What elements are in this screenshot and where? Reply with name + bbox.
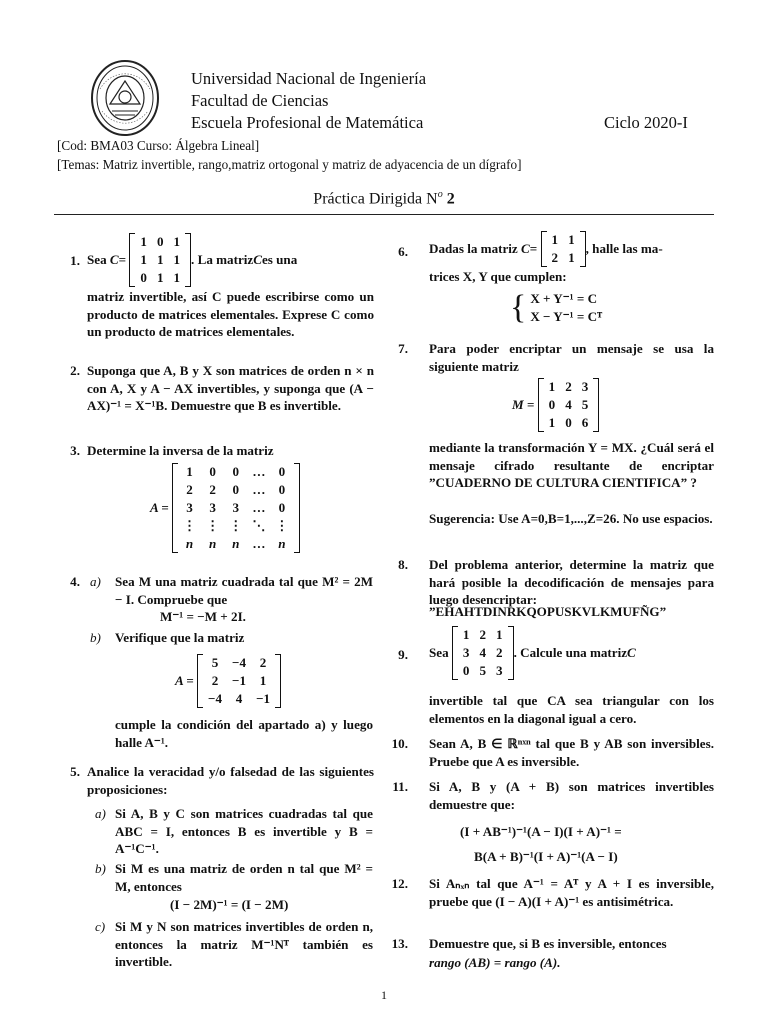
matrix-cell: 1 [156,252,164,267]
matrix-cell: ⋱ [252,518,266,533]
matrix-cell: 1 [568,232,575,247]
matrix-cell: ⋮ [206,518,220,533]
matrix-a-lower-triangular [172,463,299,553]
matrix-cell: 0 [278,500,286,515]
matrix-cell: 2 [496,645,503,660]
matrix-cell: 1 [140,234,147,249]
school-name: Escuela Profesional de Matemática [191,113,424,132]
matrix-cell: 1 [496,627,503,642]
matrix-cell: n [232,536,240,551]
matrix-cell: … [252,536,266,551]
matrix-cell: −4 [232,655,247,670]
matrix-cell: 1 [259,673,267,688]
matrix-m [538,378,600,432]
matrix-cell: 2 [259,655,267,670]
matrix-cell: 1 [551,232,559,247]
matrix-a-3x3 [197,654,281,708]
matrix-cell: 1 [173,270,181,285]
matrix-cell: ⋮ [275,518,289,533]
page-number: 1 [381,988,387,1002]
matrix-c [129,233,191,287]
matrix-cell: 1 [173,234,181,249]
matrix-cell: … [252,482,266,497]
course-info: [Cod: BMA03 Curso: Álgebra Lineal] [57,138,260,153]
matrix-cell: 1 [156,270,164,285]
matrix-cell: −1 [232,673,247,688]
matrix-cell: 1 [548,415,556,430]
matrix-cell: −1 [256,691,271,706]
matrix-cell: ⋮ [229,518,243,533]
matrix-cell: 0 [140,270,147,285]
matrix-cell: 2 [209,482,216,497]
matrix-cell: 3 [581,379,589,394]
matrix-c-2x2 [541,231,586,267]
matrix-cell: 4 [235,691,243,706]
matrix-cell: 4 [565,397,572,412]
matrix-cell: … [252,500,266,515]
matrix-cell: 1 [186,464,193,479]
matrix-cell: 0 [209,464,216,479]
matrix-cell: 3 [462,645,470,660]
matrix-cell: 1 [568,250,575,265]
matrix-cell: n [209,536,217,551]
matrix-cell: 2 [186,482,193,497]
topics-info: [Temas: Matriz invertible, rango,matriz ortogonal y matriz de adyacencia de un dígrafo] [57,157,522,172]
page-title: Práctica Dirigida $N^o$ 2 [313,189,455,208]
matrix-cell: n [185,536,194,551]
left-column: 1. Sea C = 1 0 1 1 1 1 0 1 1 . La matriz C es una matriz invertible, así C puede escribirse como un producto de matrices elementales. Exprese C como un producto de matrices elementales. 2. Suponga que A, B y X son matrices de orden n × n con A, X y A − AX invertibles, y suponga que (A − AX)⁻¹ = X⁻¹B. Demuestre que B es invertible. 3. Determine la inversa de la matriz A = 1 0 0 … 0 2 2 0 … 0 3 3 3 … 0 ⋮ ⋮ ⋮ ⋱ ⋮ n n n … n 4. a) Sea M una matriz cuadrada tal que M² = 2M − I. Compruebe que M⁻¹ = −M + 2I. b) Verifique que la matriz A = 5 −4 2 2 −1 1 −4 4 −1 cumple la condición del apartado a) y luego halle A⁻¹. 5. Analice la veracidad y/o falsedad de las siguientes proposiciones: a) Si A, B y C son matrices cuadradas tal que ABC = I, entonces B es invertible y B = A⁻¹C⁻¹. b) Si M es una matriz de orden n tal que M² = M, entonces (I − 2M)⁻¹ = (I − 2M) c) Si M y N son matrices invertibles de orden n, entonces la matriz M⁻¹Nᵀ también es invertible. [70,234,374,970]
matrix-cell: 0 [548,397,556,412]
matrix-cell: 0 [156,234,164,249]
matrix-cell: ⋮ [183,518,197,533]
matrix-cell: 0 [232,482,240,497]
matrix-cell: 1 [548,379,556,394]
matrix-cell: 0 [278,464,286,479]
matrix-cell: 3 [232,500,240,515]
matrix-cell: 0 [232,464,240,479]
matrix-cell: 3 [186,500,193,515]
matrix-cell: n [278,536,286,551]
matrix-cell: … [252,464,266,479]
matrix-a-problem-9 [452,626,514,680]
equation-system: { X + Y⁻¹ = C X − Y⁻¹ = Cᵀ [510,289,603,326]
matrix-cell: 2 [211,673,219,688]
matrix-cell: 1 [140,252,147,267]
matrix-cell: 5 [479,663,487,678]
university-name: Universidad Nacional de Ingeniería [191,69,427,88]
right-column: 6. Dadas la matriz C = 1 1 2 1 , halle las ma- trices X, Y que cumplen: { X + Y⁻¹ = C X − Y⁻¹ = Cᵀ 7. Para poder encriptar un mensaje se usa la siguiente matriz M = 1 2 3 0 4 5 1 0 6 mediante la transformación Y = MX. ¿Cuál será el mensaje cifrado resultante de encriptar ”CUADERNO DE CULTURA CIENTIFICA” ? Sugerencia: Use A=0,B=1,...,Z=26. No use espacios. 8. Del problema anterior, determine la matriz que hará posible la decodificación de mensajes para luego desencriptar: ”EHAHTDINRKQOPUSKVLKMUFÑG” 9. Sea 1 2 1 3 4 2 0 5 3 . Calcule una matriz C invertible tal que CA sea triangular con los elementos en la diagonal igual a cero. 10. Sean A, B ∈ ℝⁿˣⁿ tal que B y AB son inversibles. Pruebe que A es inversible. 11. Si A, B y (A + B) son matrices invertibles demuestre que: (I + AB⁻¹)⁻¹(A − I)(I + A)⁻¹ = B(A + B)⁻¹(I + A)⁻¹(A − I) 12. Si Aₙₓₙ tal que A⁻¹ = Aᵀ y A + I es inversible, pruebe que (I − A)(I + A)⁻¹ es antisimétrica. 13. Demuestre que, si B es inversible, entonces rango (AB) = rango (A). [391,232,714,970]
matrix-cell: 6 [581,415,589,430]
matrix-cell: 4 [479,645,487,660]
matrix-cell: 5 [581,397,589,412]
encrypted-message: ”EHAHTDINRKQOPUSKVLKMUFÑG” [429,604,667,619]
matrix-cell: 2 [565,379,572,394]
matrix-cell: 0 [565,415,572,430]
matrix-cell: 3 [209,500,216,515]
matrix-cell: 1 [173,252,181,267]
matrix-cell: 2 [551,250,559,265]
matrix-cell: −4 [208,691,223,706]
matrix-cell: 3 [496,663,503,678]
matrix-cell: 0 [278,482,286,497]
faculty-name: Facultad de Ciencias [191,91,329,110]
matrix-cell: 2 [479,627,487,642]
matrix-cell: 0 [462,663,470,678]
matrix-cell: 5 [211,655,219,670]
cycle-label: Ciclo 2020-I [604,113,688,132]
matrix-cell: 1 [462,627,470,642]
